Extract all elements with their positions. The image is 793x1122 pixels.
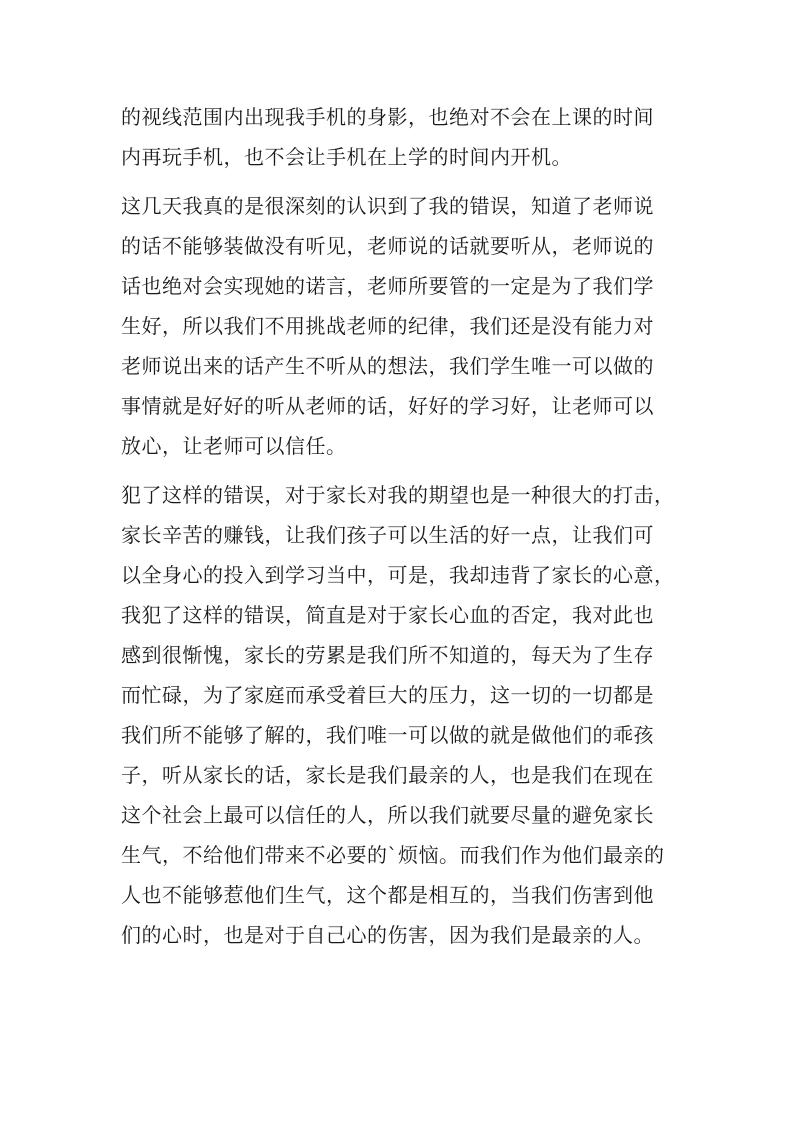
text-line: 这几天我真的是很深刻的认识到了我的错误，知道了老师说 (121, 194, 654, 218)
text-line: 话也绝对会实现她的诺言，老师所要管的一定是为了我们学 (121, 274, 654, 298)
text-line: 事情就是好好的听从老师的话，好好的学习好，让老师可以 (121, 394, 654, 418)
text-line: 们的心时，也是对于自己心的伤害，因为我们是最亲的人。 (121, 923, 654, 947)
text-line: 犯了这样的错误，对于家长对我的期望也是一种很大的打击， (121, 483, 675, 507)
text-line: 人也不能够惹他们生气，这个都是相互的，当我们伤害到他 (121, 883, 654, 907)
text-line: 生好，所以我们不用挑战老师的纪律，我们还是没有能力对 (121, 314, 654, 338)
text-line: 放心，让老师可以信任。 (121, 434, 347, 458)
text-line: 生气，不给他们带来不必要的`烦恼。而我们作为他们最亲的 (121, 843, 665, 867)
text-line: 而忙碌，为了家庭而承受着巨大的压力，这一切的一切都是 (121, 683, 654, 707)
text-line: 感到很惭愧，家长的劳累是我们所不知道的，每天为了生存 (121, 643, 654, 667)
paragraph-1 (121, 97, 681, 177)
text-line: 子，听从家长的话，家长是我们最亲的人，也是我们在现在 (121, 763, 654, 787)
text-line: 我犯了这样的错误，简直是对于家长心血的否定，我对此也 (121, 603, 654, 627)
text-line: 以全身心的投入到学习当中，可是，我却违背了家长的心意， (121, 563, 675, 587)
paragraph-2 (121, 186, 681, 466)
text-line: 内再玩手机，也不会让手机在上学的时间内开机。 (121, 145, 572, 169)
document-body (121, 97, 681, 955)
text-line: 我们所不能够了解的，我们唯一可以做的就是做他们的乖孩 (121, 723, 654, 747)
text-line: 这个社会上最可以信任的人，所以我们就要尽量的避免家长 (121, 803, 654, 827)
text-line: 的视线范围内出现我手机的身影，也绝对不会在上课的时间 (121, 105, 654, 129)
text-line: 老师说出来的话产生不听从的想法，我们学生唯一可以做的 (121, 354, 654, 378)
text-line: 的话不能够装做没有听见，老师说的话就要听从，老师说的 (121, 234, 654, 258)
paragraph-3 (121, 475, 681, 955)
text-line: 家长辛苦的赚钱，让我们孩子可以生活的好一点，让我们可 (121, 523, 654, 547)
